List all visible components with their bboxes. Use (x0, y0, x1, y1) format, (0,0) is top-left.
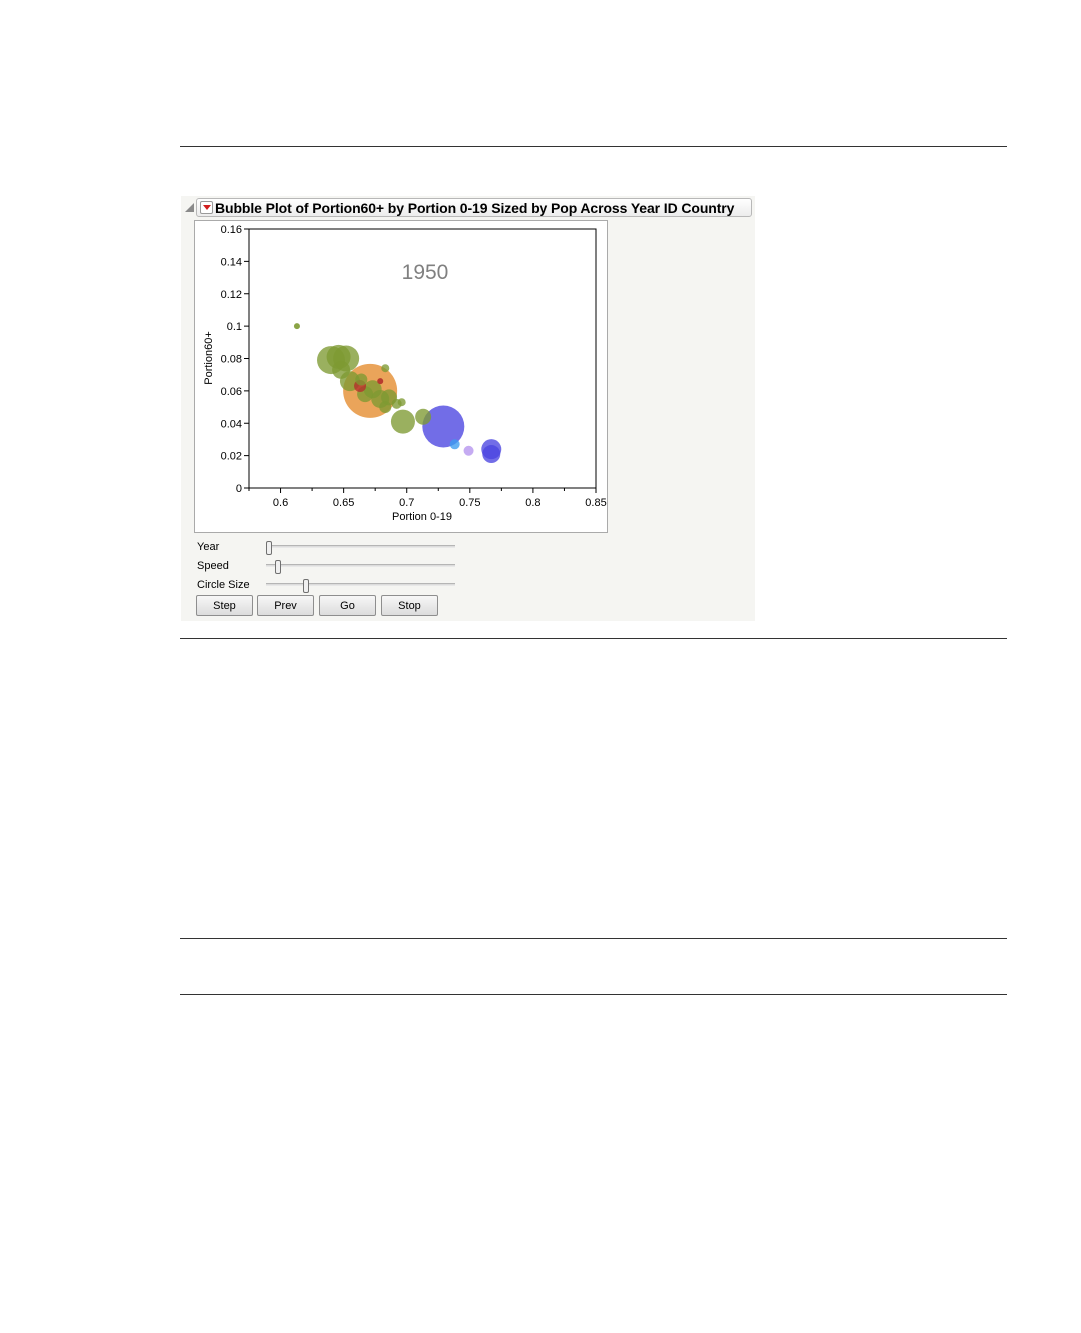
y-tick-label: 0.1 (226, 321, 242, 334)
bubble-lightblue[interactable] (450, 439, 460, 449)
graph-frame (194, 220, 608, 533)
stop-button[interactable]: Stop (381, 595, 438, 616)
report-title: Bubble Plot of Portion60+ by Portion 0-19 Sized by Pop Across Year ID Country (215, 200, 735, 216)
y-axis-title: Portion60+ (203, 331, 215, 385)
prev-button[interactable]: Prev (257, 595, 314, 616)
circle-size-slider-label: Circle Size (197, 579, 250, 591)
x-tick-label: 0.7 (399, 497, 415, 509)
bubble-green[interactable] (415, 409, 431, 425)
year-slider-thumb[interactable] (266, 541, 272, 555)
red-triangle-menu-button[interactable] (200, 201, 213, 214)
x-tick-label: 0.8 (525, 497, 541, 509)
red-triangle-icon (203, 205, 211, 210)
year-slider[interactable] (266, 545, 455, 548)
circle-size-slider[interactable] (266, 583, 455, 586)
y-tick-label: 0 (235, 483, 242, 495)
disclosure-triangle-icon[interactable] (185, 203, 194, 212)
top-rule (180, 146, 1007, 147)
x-tick-label: 0.6 (272, 497, 289, 509)
x-axis-title: Portion 0-19 (392, 511, 452, 523)
year-slider-label: Year (197, 541, 220, 553)
x-tick-label: 0.75 (459, 497, 481, 509)
bubble-green[interactable] (379, 401, 391, 413)
bubble-green[interactable] (294, 323, 300, 329)
x-tick-label: 0.65 (332, 497, 355, 509)
circle-size-slider-thumb[interactable] (303, 579, 309, 593)
bubble-red[interactable] (377, 378, 383, 384)
y-tick-label: 0.08 (220, 353, 242, 366)
y-tick-label: 0.06 (220, 385, 242, 398)
y-tick-label: 0.14 (220, 256, 242, 269)
section-rule-lower (180, 938, 1007, 939)
y-tick-label: 0.02 (220, 450, 242, 463)
bubble-blue[interactable] (482, 445, 500, 463)
go-button[interactable]: Go (319, 595, 376, 616)
bubble-green[interactable] (391, 410, 415, 434)
speed-slider-label: Speed (197, 560, 229, 572)
y-tick-label: 0.16 (220, 224, 242, 236)
bubble-green[interactable] (398, 398, 406, 406)
bubble-plot-report (181, 196, 755, 621)
outline-header (196, 198, 752, 217)
step-button[interactable]: Step (196, 595, 253, 616)
bubble-green[interactable] (381, 364, 389, 372)
year-annotation: 1950 (401, 261, 449, 284)
bubble-green[interactable] (355, 374, 367, 386)
section-rule (180, 638, 1007, 639)
bubble-green[interactable] (332, 361, 350, 379)
speed-slider[interactable] (266, 564, 455, 567)
bottom-rule (180, 994, 1007, 995)
bubble-lavender[interactable] (464, 446, 474, 456)
x-tick-label: 0.85 (585, 497, 607, 509)
bubble-chart (195, 221, 607, 532)
speed-slider-thumb[interactable] (275, 560, 281, 574)
y-tick-label: 0.12 (220, 288, 242, 301)
y-tick-label: 0.04 (220, 418, 242, 431)
